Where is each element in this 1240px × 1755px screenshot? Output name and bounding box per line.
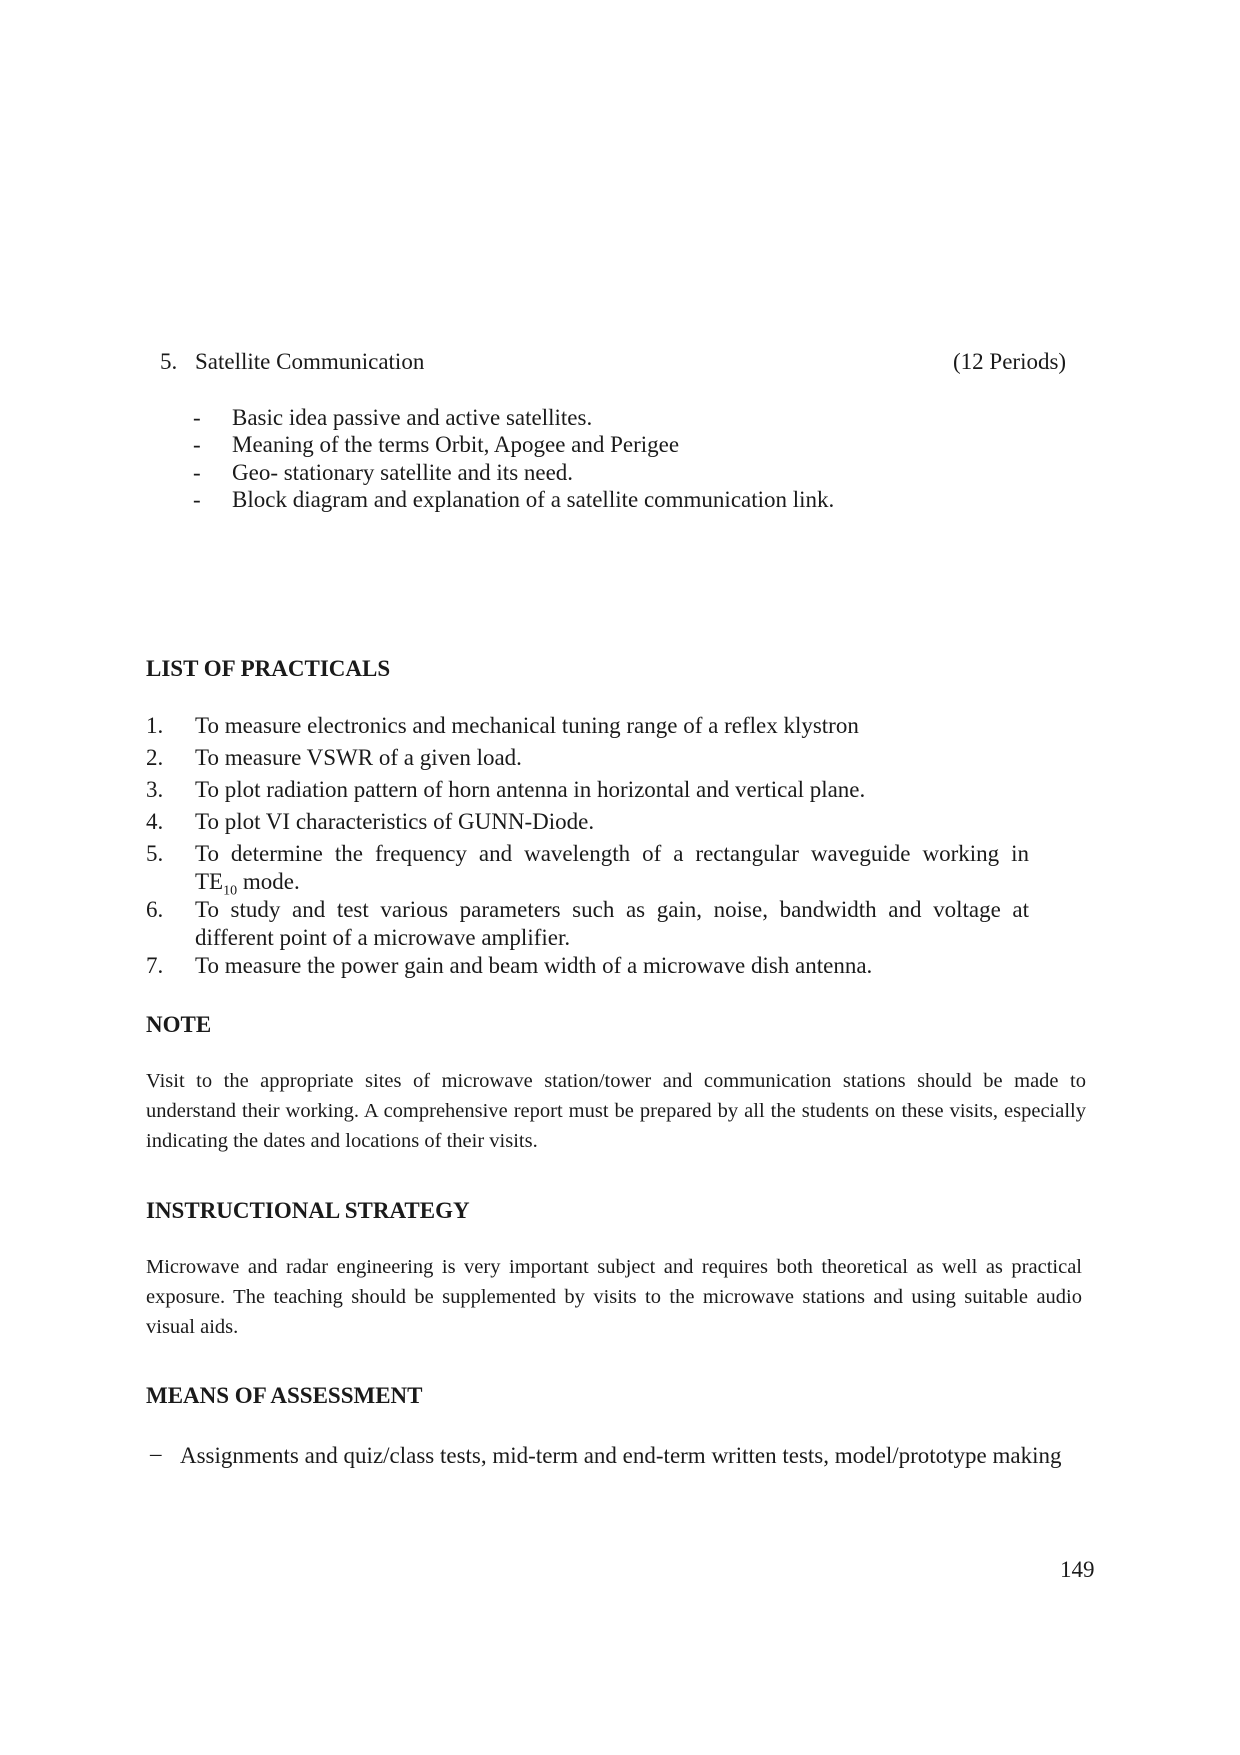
topic-bullet: - bbox=[193, 460, 201, 485]
practical-number: 4. bbox=[146, 809, 164, 834]
practical-item: To determine the frequency and wavelength of a rectangular waveguide working in bbox=[195, 841, 1029, 866]
topic-item: Geo- stationary satellite and its need. bbox=[232, 460, 574, 485]
note-paragraph: Visit to the appropriate sites of microwave station/tower and communication stations should be made to understand their working. A comprehensive report must be prepared by all the students on these visits, especially indicating the dates and locations of their visits. bbox=[146, 1070, 1086, 1152]
practical-number: 7. bbox=[146, 953, 164, 978]
assessment-heading: MEANS OF ASSESSMENT bbox=[146, 1383, 423, 1408]
topic-item: Meaning of the terms Orbit, Apogee and Perigee bbox=[232, 432, 680, 457]
assessment-dash: – bbox=[150, 1441, 162, 1466]
practical-item: To measure the power gain and beam width of a microwave dish antenna. bbox=[195, 953, 873, 978]
practical-item: To plot radiation pattern of horn antenna in horizontal and vertical plane. bbox=[195, 777, 866, 802]
practical-item-continued: different point of a microwave amplifier. bbox=[195, 925, 571, 950]
strategy-heading: INSTRUCTIONAL STRATEGY bbox=[146, 1198, 470, 1223]
topic-item: Block diagram and explanation of a satellite communication link. bbox=[232, 487, 835, 512]
practical-item: To study and test various parameters such as gain, noise, bandwidth and voltage at bbox=[195, 897, 1029, 922]
unit-periods: (12 Periods) bbox=[953, 349, 1067, 374]
practical-number: 6. bbox=[146, 897, 164, 922]
page-number: 149 bbox=[1060, 1557, 1095, 1582]
practical-item: To measure VSWR of a given load. bbox=[195, 745, 522, 770]
unit-number: 5. bbox=[160, 349, 178, 374]
practical-item-continued: $TE_{10}$ mode. bbox=[195, 869, 300, 899]
practicals-heading: LIST OF PRACTICALS bbox=[146, 656, 391, 681]
topic-bullet: - bbox=[193, 487, 201, 512]
assessment-item: Assignments and quiz/class tests, mid-term and end-term written tests, model/prototype making bbox=[180, 1443, 1062, 1468]
practical-number: 3. bbox=[146, 777, 164, 802]
practical-item: To measure electronics and mechanical tuning range of a reflex klystron bbox=[195, 713, 859, 738]
topic-bullet: - bbox=[193, 405, 201, 430]
practical-number: 2. bbox=[146, 745, 164, 770]
strategy-paragraph: Microwave and radar engineering is very important subject and requires both theoretical as well as practical exposure. The teaching should be supplemented by visits to the microwave stations and using suitable audio visual aids. bbox=[146, 1256, 1082, 1338]
practical-item: To plot VI characteristics of GUNN-Diode. bbox=[195, 809, 595, 834]
practical-number: 5. bbox=[146, 841, 164, 866]
topic-bullet: - bbox=[193, 432, 201, 457]
unit-title: Satellite Communication bbox=[195, 349, 425, 374]
topic-item: Basic idea passive and active satellites. bbox=[232, 405, 593, 430]
note-heading: NOTE bbox=[146, 1012, 212, 1037]
practical-number: 1. bbox=[146, 713, 164, 738]
